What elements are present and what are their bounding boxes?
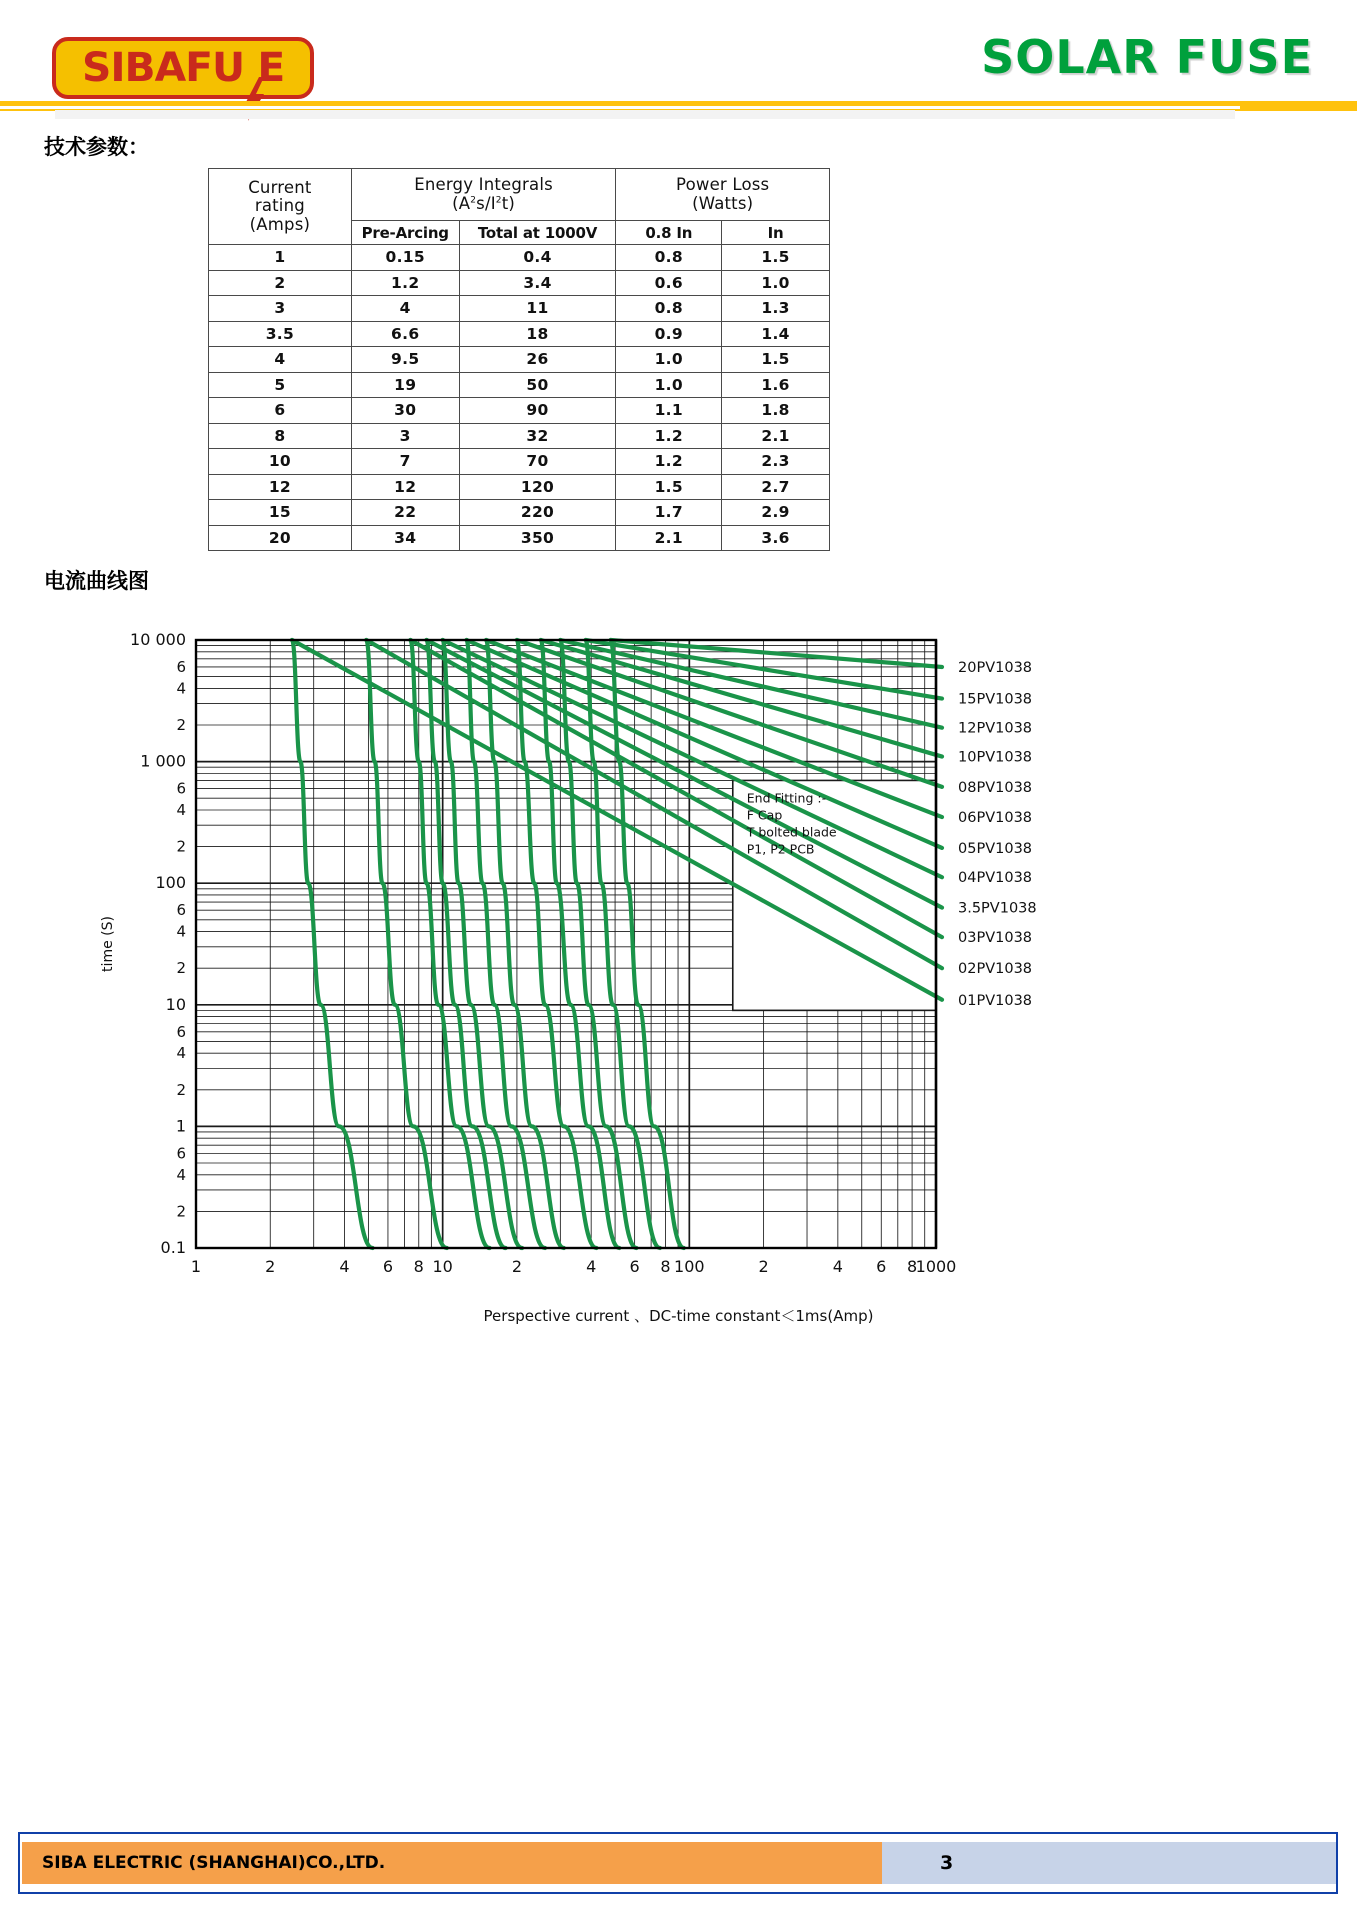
header-current-l2: rating — [254, 196, 305, 216]
note-line-0: End Fitting :- — [746, 790, 827, 806]
cell-current: 3 — [209, 296, 352, 322]
cell-loss-08in: 1.7 — [616, 500, 722, 526]
energy-unit-sup1: 2 — [470, 195, 477, 205]
y-tick-4: 4 — [176, 679, 186, 698]
section-title-curve: 电流曲线图 — [44, 569, 149, 593]
footer-page-box — [882, 1842, 1336, 1884]
x-tick-100: 100 — [674, 1257, 705, 1276]
series-label-04PV1038: 04PV1038 — [958, 870, 1033, 887]
cell-loss-08in: 1.5 — [616, 474, 722, 500]
footer-company-name: SIBA ELECTRIC (SHANGHAI)CO.,LTD. — [42, 1853, 386, 1873]
y-tick-1000: 1 000 — [140, 751, 186, 771]
table-row — [209, 423, 830, 449]
note-line-1: F Cap — [746, 807, 783, 823]
cell-total-1000v: 0.4 — [459, 245, 616, 271]
page-title: SOLAR FUSE — [981, 30, 1313, 84]
table-row — [209, 398, 830, 424]
curve-01PV1038 — [292, 640, 373, 1248]
subheader-in: In — [722, 221, 830, 245]
header-current-l3: (Amps) — [249, 214, 311, 234]
cell-total-1000v: 11 — [459, 296, 616, 322]
x-tick-6: 6 — [382, 1257, 394, 1276]
header-current-l1: Current — [248, 177, 312, 197]
y-tick-4: 4 — [176, 1044, 186, 1063]
table-row — [209, 474, 830, 500]
header-current-rating — [209, 169, 352, 245]
y-tick-4: 4 — [176, 800, 186, 819]
cell-total-1000v: 120 — [459, 474, 616, 500]
header-divider-inner — [0, 106, 1240, 109]
section-title-parameters: 技术参数： — [44, 135, 149, 159]
cell-loss-in: 3.6 — [722, 525, 830, 551]
specification-table — [208, 168, 830, 551]
cell-pre-arcing: 34 — [351, 525, 459, 551]
cell-current: 10 — [209, 449, 352, 475]
energy-unit-e: t) — [501, 193, 516, 213]
cell-total-1000v: 50 — [459, 372, 616, 398]
chart-series-labels — [958, 660, 1037, 1009]
curve-05PV1038 — [467, 640, 545, 1248]
cell-current: 4 — [209, 347, 352, 373]
page-header — [0, 0, 1357, 122]
cell-loss-08in: 0.8 — [616, 245, 722, 271]
cell-loss-in: 2.9 — [722, 500, 830, 526]
note-line-2: T bolted blade — [746, 824, 837, 840]
y-axis-title: time (S) — [100, 916, 116, 972]
cell-total-1000v: 3.4 — [459, 270, 616, 296]
table-row — [209, 296, 830, 322]
cell-pre-arcing: 9.5 — [351, 347, 459, 373]
y-tick-2: 2 — [176, 715, 186, 734]
table-row — [209, 372, 830, 398]
y-tick-6: 6 — [176, 1022, 186, 1041]
cell-current: 6 — [209, 398, 352, 424]
table-header-row-groups — [209, 169, 830, 221]
y-tick-2: 2 — [176, 959, 186, 978]
y-tick-2: 2 — [176, 837, 186, 856]
cell-pre-arcing: 7 — [351, 449, 459, 475]
cell-loss-08in: 1.1 — [616, 398, 722, 424]
cell-loss-08in: 0.9 — [616, 321, 722, 347]
cell-loss-in: 2.3 — [722, 449, 830, 475]
cell-current: 12 — [209, 474, 352, 500]
cell-loss-08in: 1.0 — [616, 347, 722, 373]
spec-table-container — [208, 168, 830, 551]
header-power-l2: (Watts) — [692, 193, 754, 213]
y-tick-6: 6 — [176, 901, 186, 920]
note-line-3: P1, P2 PCB — [746, 841, 815, 857]
chart-curves — [292, 640, 942, 1248]
cell-pre-arcing: 0.15 — [351, 245, 459, 271]
y-tick-10000: 10 000 — [130, 630, 186, 649]
cell-total-1000v: 18 — [459, 321, 616, 347]
sibafuse-logo — [52, 37, 314, 99]
x-tick-2: 2 — [265, 1257, 276, 1276]
chart-y-axis-title — [100, 916, 116, 972]
cell-pre-arcing: 30 — [351, 398, 459, 424]
table-head — [209, 169, 830, 245]
y-tick-100: 100 — [155, 873, 186, 893]
header-power-l1: Power Loss — [676, 175, 770, 195]
chart-x-axis-ticks — [191, 1257, 956, 1276]
energy-unit-a: (A — [452, 193, 471, 213]
cell-loss-08in: 1.2 — [616, 423, 722, 449]
series-label-05PV1038: 05PV1038 — [958, 840, 1033, 857]
x-tick-1000: 1000 — [915, 1257, 957, 1276]
x-tick-8: 8 — [413, 1257, 424, 1276]
logo-text: SIBAFU E — [81, 45, 285, 91]
cell-total-1000v: 26 — [459, 347, 616, 373]
table-row — [209, 525, 830, 551]
series-label-10PV1038: 10PV1038 — [958, 749, 1033, 766]
series-label-01PV1038: 01PV1038 — [958, 992, 1033, 1009]
header-divider-shadow — [55, 110, 1235, 119]
cell-loss-in: 1.5 — [722, 245, 830, 271]
cell-current: 20 — [209, 525, 352, 551]
y-tick-0.1: 0.1 — [160, 1238, 186, 1257]
table-row — [209, 245, 830, 271]
cell-pre-arcing: 19 — [351, 372, 459, 398]
series-label-06PV1038: 06PV1038 — [958, 810, 1033, 827]
series-label-03PV1038: 03PV1038 — [958, 930, 1033, 947]
cell-loss-08in: 1.2 — [616, 449, 722, 475]
cell-pre-arcing: 12 — [351, 474, 459, 500]
header-energy-l2 — [352, 195, 616, 213]
chart-caption: Perspective current 、DC-time constant＜1ms(Amp) — [483, 1307, 874, 1325]
y-tick-4: 4 — [176, 1165, 186, 1184]
x-tick-8: 8 — [907, 1257, 918, 1276]
current-curve-chart — [0, 620, 1357, 1340]
energy-unit-c: s/I — [476, 193, 496, 213]
chart-svg — [0, 620, 1357, 1340]
cell-pre-arcing: 3 — [351, 423, 459, 449]
cell-total-1000v: 70 — [459, 449, 616, 475]
y-tick-6: 6 — [176, 779, 186, 798]
y-tick-10: 10 — [165, 994, 186, 1014]
cell-loss-in: 1.4 — [722, 321, 830, 347]
x-tick-4: 4 — [339, 1257, 350, 1276]
cell-current: 2 — [209, 270, 352, 296]
header-energy-l1: Energy Integrals — [414, 175, 553, 195]
table-row — [209, 321, 830, 347]
x-tick-4: 4 — [586, 1257, 597, 1276]
header-power-loss — [616, 169, 830, 221]
table-row — [209, 500, 830, 526]
cell-loss-in: 2.7 — [722, 474, 830, 500]
cell-current: 5 — [209, 372, 352, 398]
y-tick-4: 4 — [176, 922, 186, 941]
series-label-15PV1038: 15PV1038 — [958, 691, 1033, 708]
cell-total-1000v: 90 — [459, 398, 616, 424]
subheader-08in: 0.8 In — [616, 221, 722, 245]
cell-current: 3.5 — [209, 321, 352, 347]
cell-current: 8 — [209, 423, 352, 449]
cell-loss-08in: 0.8 — [616, 296, 722, 322]
y-tick-6: 6 — [176, 657, 186, 676]
footer-company-bar — [22, 1842, 882, 1884]
cell-loss-in: 2.1 — [722, 423, 830, 449]
page-number: 3 — [940, 1852, 954, 1874]
x-tick-2: 2 — [758, 1257, 769, 1276]
cell-total-1000v: 220 — [459, 500, 616, 526]
cell-pre-arcing: 22 — [351, 500, 459, 526]
table-row — [209, 270, 830, 296]
x-tick-1: 1 — [190, 1257, 202, 1276]
table-body — [209, 245, 830, 551]
x-tick-6: 6 — [876, 1257, 887, 1276]
cell-current: 1 — [209, 245, 352, 271]
series-label-02PV1038: 02PV1038 — [958, 961, 1033, 978]
subheader-total-1000v: Total at 1000V — [459, 221, 616, 245]
cell-loss-in: 1.5 — [722, 347, 830, 373]
cell-pre-arcing: 4 — [351, 296, 459, 322]
x-tick-4: 4 — [832, 1257, 843, 1276]
table-row — [209, 347, 830, 373]
series-label-08PV1038: 08PV1038 — [958, 779, 1033, 796]
x-tick-6: 6 — [629, 1257, 640, 1276]
x-tick-2: 2 — [511, 1257, 523, 1276]
cell-loss-in: 1.8 — [722, 398, 830, 424]
series-label-3.5PV1038: 3.5PV1038 — [958, 900, 1037, 917]
cell-loss-08in: 1.0 — [616, 372, 722, 398]
cell-current: 15 — [209, 500, 352, 526]
cell-total-1000v: 350 — [459, 525, 616, 551]
subheader-pre-arcing: Pre-Arcing — [351, 221, 459, 245]
series-label-20PV1038: 20PV1038 — [958, 659, 1033, 676]
leader-04PV1038 — [443, 640, 942, 877]
table-row — [209, 449, 830, 475]
x-tick-8: 8 — [660, 1257, 671, 1276]
y-tick-2: 2 — [176, 1080, 186, 1099]
cell-total-1000v: 32 — [459, 423, 616, 449]
y-tick-6: 6 — [176, 1144, 186, 1163]
cell-loss-in: 1.0 — [722, 270, 830, 296]
energy-unit-sup2: 2 — [495, 195, 502, 205]
y-tick-2: 2 — [176, 1202, 186, 1221]
curve-02PV1038 — [366, 640, 447, 1248]
x-tick-10: 10 — [432, 1257, 453, 1276]
cell-loss-in: 1.6 — [722, 372, 830, 398]
curve-15PV1038 — [586, 640, 660, 1248]
series-label-12PV1038: 12PV1038 — [958, 720, 1033, 737]
cell-loss-in: 1.3 — [722, 296, 830, 322]
cell-loss-08in: 0.6 — [616, 270, 722, 296]
chart-y-axis-ticks — [130, 630, 186, 1257]
cell-pre-arcing: 6.6 — [351, 321, 459, 347]
cell-loss-08in: 2.1 — [616, 525, 722, 551]
cell-pre-arcing: 1.2 — [351, 270, 459, 296]
header-energy-integrals — [351, 169, 616, 221]
y-tick-1: 1 — [175, 1116, 186, 1136]
